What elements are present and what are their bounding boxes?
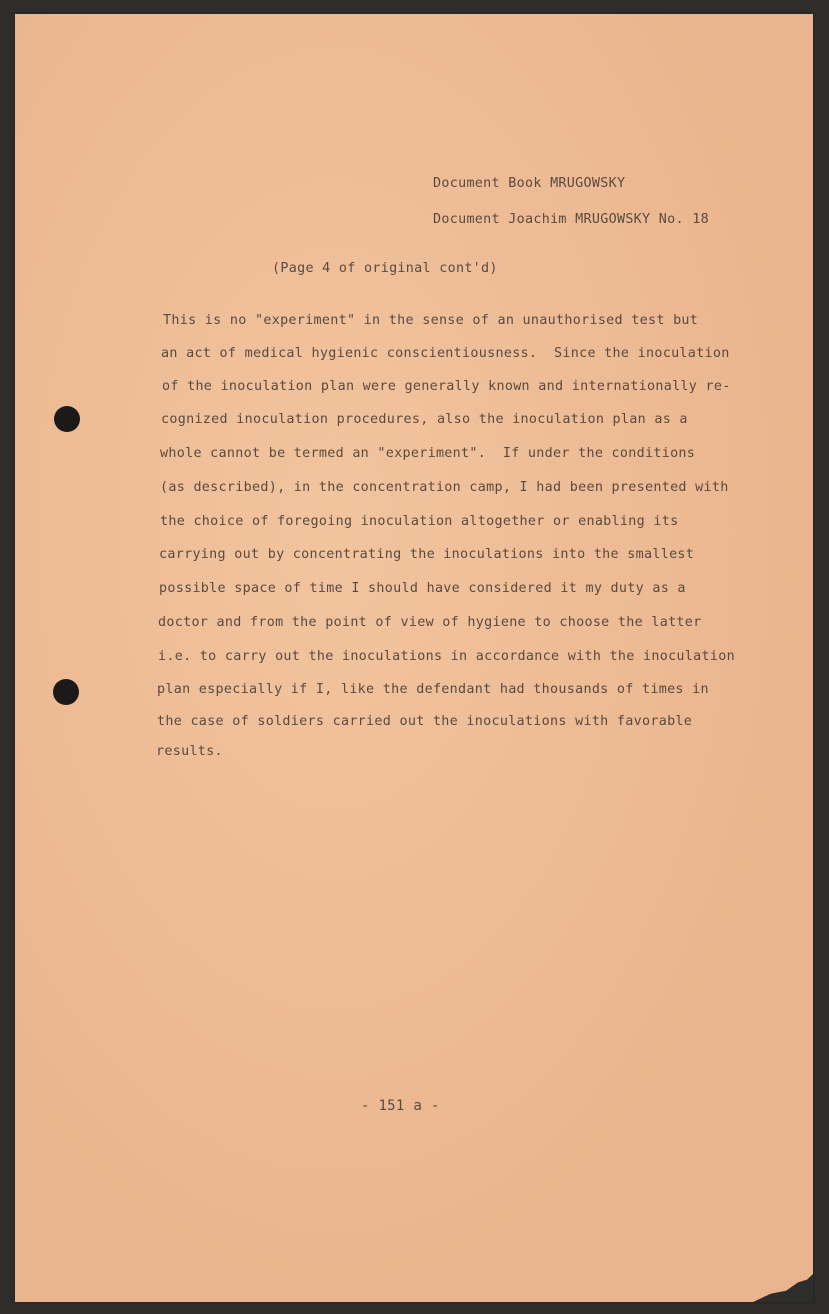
body-line: plan especially if I, like the defendant had thousands of times in: [157, 682, 709, 697]
body-line: results.: [156, 744, 223, 759]
body-line: the case of soldiers carried out the inoculations with favorable: [157, 714, 693, 729]
body-line: an act of medical hygienic conscientiousness. Since the inoculation: [161, 346, 730, 361]
body-line: i.e. to carry out the inoculations in accordance with the inoculation: [158, 649, 735, 664]
body-line: of the inoculation plan were generally known and internationally re-: [162, 379, 731, 394]
document-number-header: Document Joachim MRUGOWSKY No. 18: [433, 212, 709, 227]
document-book-header: Document Book MRUGOWSKY: [433, 176, 626, 191]
body-line: (as described), in the concentration camp, I had been presented with: [160, 480, 729, 495]
page-number: - 151 a -: [361, 1098, 440, 1114]
body-line: cognized inoculation procedures, also the inoculation plan as a: [161, 412, 688, 427]
body-line: possible space of time I should have considered it my duty as a: [159, 581, 686, 596]
punch-hole-bottom: [53, 679, 79, 705]
body-line: doctor and from the point of view of hygiene to choose the latter: [158, 615, 702, 630]
body-line: the choice of foregoing inoculation altogether or enabling its: [160, 514, 679, 529]
body-line: carrying out by concentrating the inoculations into the smallest: [159, 547, 695, 562]
punch-hole-top: [54, 406, 80, 432]
body-line: whole cannot be termed an "experiment". If under the conditions: [160, 446, 696, 461]
body-line: This is no "experiment" in the sense of an unauthorised test but: [163, 313, 699, 328]
page-reference: (Page 4 of original cont'd): [272, 261, 498, 276]
